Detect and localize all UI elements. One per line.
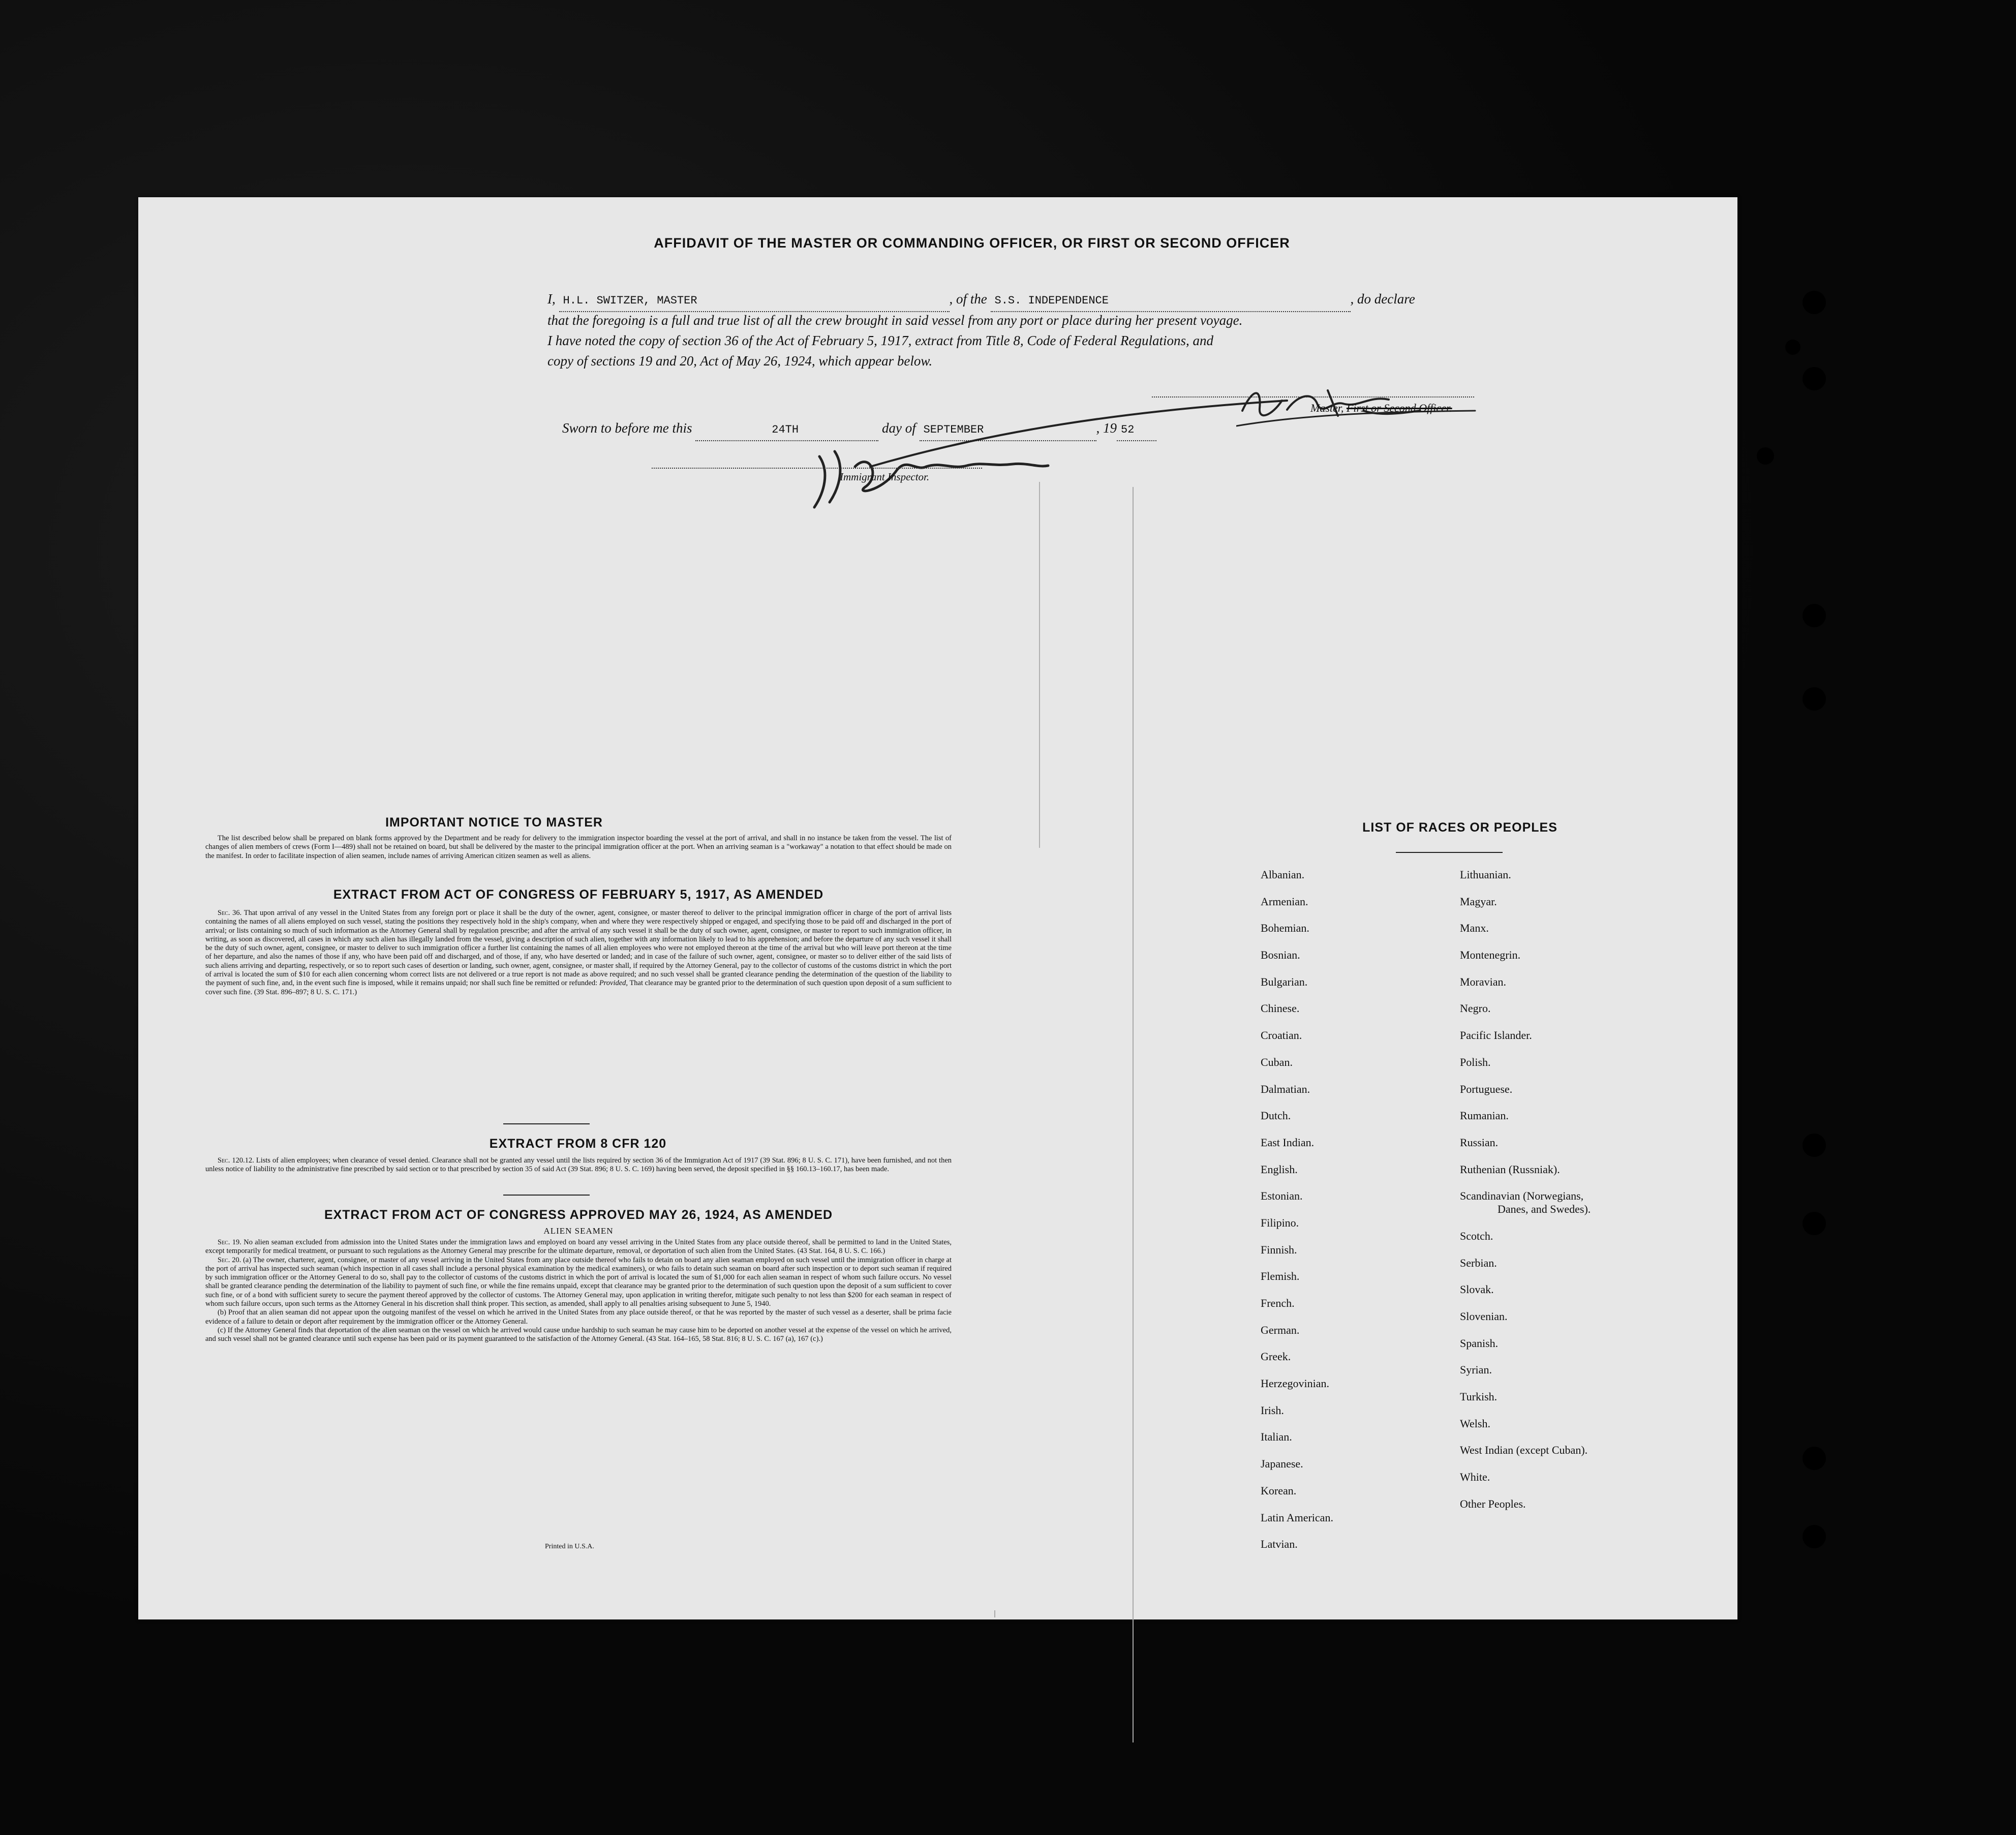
sworn-year-value: 52 [1117, 420, 1156, 441]
affidavit-line-1 [547, 289, 1503, 312]
inspector-signature-line [652, 468, 982, 469]
race-item: Herzegovinian. [1261, 1377, 1329, 1390]
notice-paragraph: The list described below shall be prepared on blank forms approved by the Department and be ready for delivery to the immigration inspector boarding the vessel at the port of arrival, and shall in no instance be taken from the vessel. The list of changes of alien members of crews (Form I—489) shall not be retained on board, but shall be delivered by the master to the principal immigration officer at the port. When an arriving seaman is a "workaway" a notation to that effect should be made on the manifest. In order to facilitate inspection of alien seamen, include names of arriving American citizen seamen as well as aliens. [205, 834, 952, 860]
extract-1917-body [205, 909, 952, 997]
race-item: Finnish. [1261, 1243, 1297, 1256]
race-item: Spanish. [1460, 1336, 1499, 1350]
printed-in-usa: Printed in U.S.A. [545, 1543, 594, 1550]
extract-8cfr-body [205, 1156, 952, 1174]
affidavit-do-declare-label: , do declare [1350, 291, 1415, 307]
sec-36-text: That upon arrival of any vessel in the United States from any foreign port or place it shall be the duty of the owner, agent, consignee, or master thereof to deliver to the principal immigration officer in charge of the port of arrival lists containing the names of all aliens employed on such vessel, stating the positions they respectively hold in the ship's company, when and where they were respectively shipped or engaged, and specifying those to be paid off and discharged in the port of arrival; or lists containing so much of such information as the Attorney General shall by regulation prescribe; and after the arrival of any such vessel it shall be the duty of such owner, agent, consignee, or master to report to such immigration officer, in writing, as soon as discovered, all cases in which any such alien has illegally landed from the vessel, giving a description of such alien, together with any information likely to lead to his apprehension; and before the departure of any such vessel it shall be the duty of such owner, agent, consignee, or master to deliver to such immigration officer a further list containing the names of all alien employees who were not employed thereon at the time of the arrival but who will leave port thereon at the time of her departure, and also the names of those if any, who have been paid off and discharged, and of those, if any, who have deserted or landed; and in case of the failure of such owner, agent, consignee, or master so to deliver either of the said lists of such aliens arriving and departing, respectively, or so to report such cases of desertion or landing, such owner, agent, consignee, or master shall, if required by the Attorney General, pay to the collector of customs of the customs district in which the port of arrival is located the sum of $10 for each alien concerning whom correct lists are not delivered or a true report is not made as above required; and no such vessel shall be granted clearance pending the determination of the question of the liability to the payment of such fine, and, in the event such fine is imposed, while it remains unpaid; nor shall such fine be remitted or refunded: [205, 909, 952, 988]
race-item: Negro. [1460, 1002, 1491, 1015]
affidavit-line-3: I have noted the copy of section 36 of the Act of February 5, 1917, extract from Title 8, Code of Federal Regulations, and [547, 333, 1214, 348]
race-item: Magyar. [1460, 895, 1497, 908]
sec-120-label: Sec. 120.12. [218, 1156, 254, 1165]
sec-36-label: Sec. 36. [218, 909, 242, 917]
race-item: Filipino. [1261, 1216, 1299, 1229]
notice-title: IMPORTANT NOTICE TO MASTER [385, 815, 603, 830]
sworn-label: Sworn to before me this [562, 420, 692, 436]
race-item: Slovenian. [1460, 1310, 1508, 1323]
sec-20-label: Sec. 20. [218, 1256, 241, 1264]
master-label: Master, [1310, 402, 1344, 414]
race-item: Rumanian. [1460, 1109, 1509, 1122]
race-item: Italian. [1261, 1430, 1292, 1444]
extract-1924-title: EXTRACT FROM ACT OF CONGRESS APPROVED MAY 26, 1924, AS AMENDED [324, 1208, 833, 1222]
day-of-label: day of [882, 420, 916, 436]
race-item: Slovak. [1460, 1283, 1494, 1296]
race-item: Moravian. [1460, 975, 1507, 988]
race-item: Chinese. [1261, 1002, 1300, 1015]
race-item: Croatian. [1261, 1029, 1302, 1042]
race-item: Montenegrin. [1460, 949, 1521, 962]
race-item: English. [1261, 1163, 1298, 1176]
race-item: Estonian. [1261, 1189, 1303, 1203]
punch-hole [1803, 687, 1826, 711]
race-item: Japanese. [1261, 1457, 1303, 1471]
race-item: Turkish. [1460, 1390, 1498, 1403]
punch-hole [1803, 1447, 1826, 1470]
race-item: German. [1261, 1323, 1300, 1336]
master-name-value: H.L. SWITZER, MASTER [559, 291, 950, 312]
punch-hole [1803, 1134, 1826, 1157]
race-item: Latin American. [1261, 1511, 1333, 1524]
notice-body [205, 834, 952, 861]
race-item: Korean. [1261, 1484, 1297, 1497]
race-item: Pacific Islander. [1460, 1029, 1532, 1042]
sec-19-text: No alien seaman excluded from admission into the United States under the immigration laws and employed on board any vessel arriving in the United States from any place outside thereof, shall be permitted to land in the United States, except temporarily for medical treatment, or pursuant to such regulations as the Attorney General may prescribe for the ultimate departure, removal, or deportation of such alien from the United States. (43 Stat. 164, 8 U. S. C. 166.) [205, 1238, 952, 1256]
race-item: Syrian. [1460, 1363, 1492, 1377]
race-item: Other Peoples. [1460, 1497, 1526, 1510]
race-item: Russian. [1460, 1136, 1499, 1149]
punch-hole [1785, 340, 1800, 355]
master-struck-officer: First or Second Officer. [1346, 402, 1452, 414]
race-item: Lithuanian. [1460, 868, 1511, 881]
affidavit-title: AFFIDAVIT OF THE MASTER OR COMMANDING OFFICER, OR FIRST OR SECOND OFFICER [654, 235, 1290, 251]
section-divider [503, 1123, 590, 1124]
provided-word: Provided, [599, 979, 628, 988]
race-item: Scotch. [1460, 1229, 1493, 1242]
race-item: Dutch. [1261, 1109, 1291, 1122]
extract-8cfr-title: EXTRACT FROM 8 CFR 120 [489, 1137, 667, 1151]
sec-19-label: Sec. 19. [218, 1238, 241, 1246]
column-guide-line [1039, 482, 1040, 848]
race-item: White. [1460, 1471, 1490, 1484]
sworn-day-value: 24TH [695, 420, 878, 441]
race-item: Cuban. [1261, 1055, 1293, 1068]
race-item: Danes, and Swedes). [1498, 1203, 1591, 1216]
affidavit-i-label: I, [547, 291, 556, 307]
race-item: Irish. [1261, 1403, 1284, 1417]
race-item: West Indian (except Cuban). [1460, 1444, 1588, 1457]
sec-20c-text: (c) If the Attorney General finds that deportation of the alien seaman on the vessel on which he arrived would cause undue hardship to such seaman he may cause him to be deported on another vessel at the expense of the vessel on which he arrived, and such vessel shall not be granted clearance until such expense has been paid or its payment guaranteed to the satisfaction of the Attorney General. (43 Stat. 164–165, 58 Stat. 816; 8 U. S. C. 167 (a), 167 (c).) [205, 1326, 952, 1343]
year-prefix-label: , 19 [1096, 420, 1117, 436]
document-sheet [138, 197, 1737, 1619]
race-item: Latvian. [1261, 1538, 1298, 1551]
race-item: Polish. [1460, 1055, 1491, 1068]
punch-hole [1803, 1212, 1826, 1235]
race-item: Bosnian. [1261, 949, 1300, 962]
punch-hole [1803, 1525, 1826, 1548]
race-item: East Indian. [1261, 1136, 1315, 1149]
race-item: Portuguese. [1460, 1082, 1513, 1095]
sec-36-text-end: That clearance may be granted prior to the determination of such question upon deposit of a sum sufficient to cover such fine. (39 Stat. 896–897; 8 U. S. C. 171.) [205, 979, 952, 996]
race-item: Greek. [1261, 1350, 1291, 1363]
races-title-rule [1396, 852, 1503, 853]
race-item: Manx. [1460, 922, 1489, 935]
inspector-label: Immigrant Inspector. [840, 471, 930, 483]
race-item: Flemish. [1261, 1270, 1300, 1283]
master-title-block [1310, 402, 1452, 415]
race-item: Serbian. [1460, 1256, 1497, 1269]
extract-1917-title: EXTRACT FROM ACT OF CONGRESS OF FEBRUARY 5, 1917, AS AMENDED [333, 888, 824, 902]
punch-hole [1803, 291, 1826, 314]
race-item: Bohemian. [1261, 922, 1309, 935]
sworn-month-value: SEPTEMBER [920, 420, 1096, 441]
race-item: French. [1261, 1297, 1295, 1309]
extract-1924-body [205, 1238, 952, 1344]
affidavit-line-4: copy of sections 19 and 20, Act of May 26, 1924, which appear below. [547, 353, 933, 369]
races-title: LIST OF RACES OR PEOPLES [1362, 820, 1557, 835]
race-item: Scandinavian (Norwegians, [1460, 1189, 1584, 1203]
column-guide-line [994, 1610, 995, 1617]
race-item: Bulgarian. [1261, 975, 1308, 988]
punch-hole [1803, 367, 1826, 390]
punch-hole [1803, 604, 1826, 627]
alien-seamen-subtitle: ALIEN SEAMEN [543, 1226, 614, 1236]
sec-120-text: Lists of alien employees; when clearance of vessel denied. Clearance shall not be granted any vessel until the lists required by section 36 of the Immigration Act of 1917 (39 Stat. 896; 8 U. S. C. 171), have been furnished, and not then unless notice of liability to the administrative fine prescribed by said section or to that prescribed by section 35 of said Act (39 Stat. 896; 8 U. S. C. 169) having been served, the deposit specified in §§ 160.13–160.17, has been made. [205, 1156, 952, 1174]
vessel-name-value: S.S. INDEPENDENCE [991, 291, 1351, 312]
sec-20b-text: (b) Proof that an alien seaman did not appear upon the outgoing manifest of the vessel on which he arrived in the United States from any place outside thereof, or that he was reported by the master of such vessel as a deserter, shall be prima facie evidence of a failure to detain or deport after requirement by the immigration officer or the Attorney General. [205, 1308, 952, 1326]
races-list-right [1460, 868, 1591, 1524]
column-guide-line [1133, 487, 1134, 1742]
punch-hole [1757, 447, 1774, 465]
races-list-left [1261, 868, 1333, 1565]
race-item: Armenian. [1261, 895, 1308, 908]
race-item: Welsh. [1460, 1417, 1490, 1430]
affidavit-of-the-label: , of the [949, 291, 987, 307]
section-divider [503, 1195, 590, 1196]
race-item: Ruthenian (Russniak). [1460, 1163, 1560, 1176]
sec-20a-text: (a) The owner, charterer, agent, consignee, or master of any vessel arriving in the United States from any place outside thereof who fails to detain on board any alien seaman employed on such vessel until the immigration officer in charge at the port of arrival has inspected such seaman (which inspection in all cases shall include a personal physical examination by the medical examiners), or who fails to detain such seaman on board after such inspection or to deport such seaman if required by such immigration officer or the Attorney General to do so, shall pay to the collector of customs of the customs district in which the port of arrival is located the sum of $1,000 for each alien seaman in respect of whom such failure occurs. No vessel shall be granted clearance pending the determination of the liability to payment of such fine, or while the fine remains unpaid, except that clearance may be granted prior to the determination of such question upon the deposit of a sum sufficient to cover such fine, or of a bond with sufficient surety to secure the payment thereof approved by the collector of customs. The Attorney General may, upon application in writing therefor, mitigate such penalty to not less than $200 for each seaman in respect of whom such failure occurs, upon such terms as the Attorney General in his discretion shall think proper. This section, as amended, shall apply to all penalties arising subsequent to June 5, 1940. [205, 1256, 952, 1308]
race-item: Albanian. [1261, 868, 1305, 881]
affidavit-line-2: that the foregoing is a full and true list of all the crew brought in said vessel from any port or place during her present voyage. [547, 313, 1243, 328]
race-item: Dalmatian. [1261, 1082, 1310, 1095]
